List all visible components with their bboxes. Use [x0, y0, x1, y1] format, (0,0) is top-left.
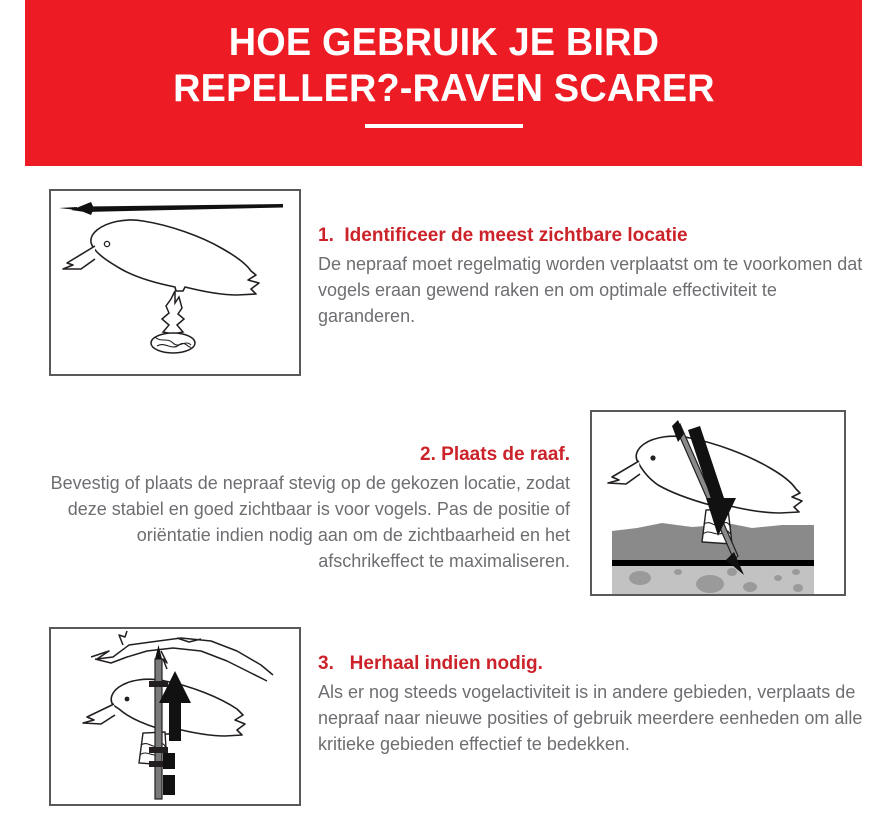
header-banner: [25, 0, 862, 166]
step-2-body: Bevestig of plaats de nepraaf stevig op de gekozen locatie, zodat deze stabiel en goed zichtbaar is voor vogels. Pas de positie of oriëntatie indien nodig aan om de zichtbaarheid en het afschrikeffect te maximaliseren.: [50, 473, 570, 571]
raven-on-pole-under-branch-icon: [51, 629, 299, 804]
step-3-heading: 3. Herhaal indien nodig.: [318, 653, 543, 674]
raven-outline-icon: [83, 679, 245, 736]
step-3-figure: [49, 627, 301, 806]
page-title-line-2: REPELLER?-RAVEN SCARER: [172, 67, 715, 110]
step-2-figure: [590, 410, 846, 596]
step-3-text: [318, 652, 878, 757]
page-title-line-1: HOE GEBRUIK JE BIRD: [228, 21, 659, 64]
step-1-heading: 1. Identificeer de meest zichtbare locatie: [318, 225, 688, 246]
raven-pushed-into-ground-icon: [592, 412, 844, 594]
raven-eye-icon: [104, 241, 109, 246]
raven-eye-icon: [650, 455, 655, 460]
step-2-heading: 2. Plaats de raaf.: [420, 444, 570, 465]
step-2-text: [40, 443, 570, 574]
raven-decoy-with-stake-icon: [51, 191, 299, 374]
step-1-body: De nepraaf moet regelmatig worden verplaatst om te voorkomen dat vogels eraan gewend raken en om optimale effectiviteit te garanderen.: [318, 254, 863, 326]
raven-eye-icon: [125, 697, 130, 702]
page-title: [104, 0, 783, 112]
raven-outline-icon: [63, 220, 259, 295]
step-1-text: [318, 224, 878, 329]
mount-base-icon: [151, 291, 195, 353]
tree-branch-icon: [91, 631, 273, 681]
stake-icon: [59, 202, 283, 215]
step-3-body: Als er nog steeds vogelactiviteit is in andere gebieden, verplaats de nepraaf naar nieuwe posities of gebruik meerdere eenheden om alle kritieke gebieden effectief te bedekken.: [318, 682, 863, 754]
title-divider: [365, 124, 523, 128]
step-1-figure: [49, 189, 301, 376]
